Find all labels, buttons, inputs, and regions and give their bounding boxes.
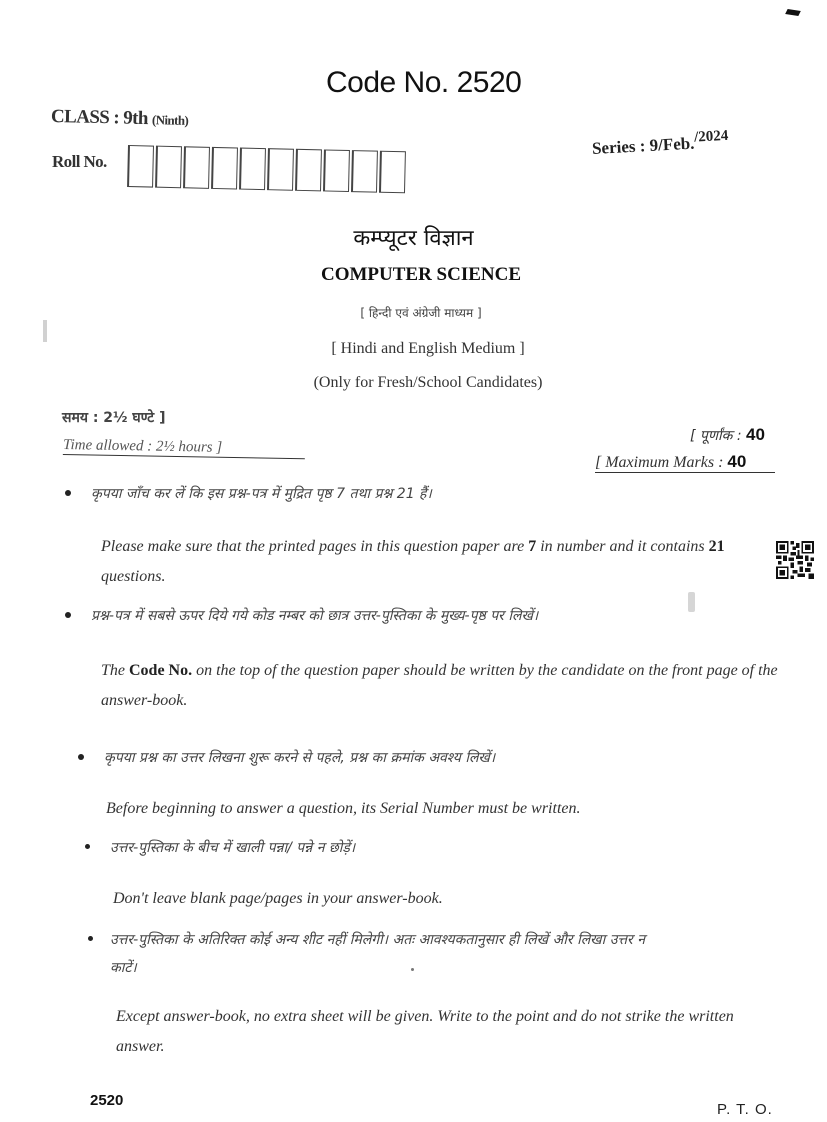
roll-number-box[interactable] [351,150,378,193]
instruction-text: questions. [101,568,166,585]
instruction-english [101,532,781,592]
medium-english: [ Hindi and English Medium ] [331,340,525,357]
roll-number-box[interactable] [379,151,406,194]
max-marks-english [595,452,775,473]
class-value: CLASS : 9th [50,106,149,130]
code-number: Code No. 2520 [326,66,522,99]
series-text: Series : 9/Feb. [591,133,695,158]
candidate-type: (Only for Fresh/School Candidates) [313,374,543,391]
scan-mark [785,9,801,16]
roll-number-box[interactable] [155,146,182,189]
instruction-text: on the top of the question paper should be written by the candidate on the front page of the answer-book. [101,662,778,709]
instruction-text: Please make sure that the printed pages in this question paper are [101,538,529,555]
time-allowed-hindi: समय : 2½ घण्टे ] [62,410,166,426]
max-marks-english-label: [ Maximum Marks : [595,454,724,471]
roll-number-box[interactable] [183,146,210,189]
max-marks-hindi [690,425,765,445]
instruction-item [78,748,798,828]
class-label [51,106,189,131]
roll-number-box[interactable] [127,145,154,188]
instruction-hindi: उत्तर-पुस्तिका के अतिरिक्त कोई अन्य शीट नहीं मिलेगी। अतः आवश्यकतानुसार ही लिखें और लिखा उत्तर न [110,932,646,948]
instruction-emphasis: 7 [528,538,537,555]
roll-number-box[interactable] [211,147,238,190]
instruction-text: The [101,662,129,679]
instruction-hindi: कृपया प्रश्न का उत्तर लिखना शुरू करने से पहले, प्रश्न का क्रमांक अवश्य लिखें। [104,750,496,766]
bullet-icon [65,490,71,496]
instruction-english: Don't leave blank page/pages in your answer-book. [113,890,443,907]
bullet-icon [78,754,84,760]
please-turn-over: P. T. O. [717,1101,773,1118]
max-marks-english-value: 40 [727,452,747,471]
roll-number-box[interactable] [267,148,294,191]
scan-smudge [43,320,47,342]
subject-title-hindi: कम्प्यूटर विज्ञान [353,226,474,251]
roll-number-box[interactable] [239,148,266,191]
roll-number-box[interactable] [323,149,350,192]
instruction-item [65,484,785,584]
instruction-hindi-continued: काटें। [110,960,137,976]
series-year: /2024 [693,127,729,146]
bullet-icon [88,936,93,941]
series-label [591,128,729,159]
qr-code-icon [775,541,815,579]
instruction-item [85,838,805,918]
instruction-emphasis: Code No. [129,662,193,679]
instruction-hindi: कृपया जाँच कर लें कि इस प्रश्न-पत्र में मुद्रित पृष्ठ 7 तथा प्रश्न 21 हैं। [91,486,432,502]
footer-code-number: 2520 [90,1092,124,1109]
time-allowed-english: Time allowed : 2½ hours ] [63,437,305,459]
instruction-english: Except answer-book, no extra sheet will be given. Write to the point and do not strike the written answer. [116,1008,734,1055]
instruction-text: in number and it contains [536,538,709,555]
roll-number-label: Roll No. [52,152,107,171]
bullet-icon [65,612,71,618]
instruction-english: Before beginning to answer a question, its Serial Number must be written. [106,800,581,817]
roll-number-box[interactable] [295,149,322,192]
medium-hindi: [ हिन्दी एवं अंग्रेजी माध्यम ] [360,306,482,320]
instruction-hindi: उत्तर-पुस्तिका के बीच में खाली पन्ना/ पन्ने न छोड़ें। [110,840,356,856]
max-marks-hindi-value: 40 [745,425,765,444]
instruction-item [65,606,785,716]
max-marks-hindi-label: [ पूर्णांक : [690,428,742,444]
instruction-english [101,656,801,716]
roll-number-grid[interactable] [127,145,408,193]
bullet-icon [85,844,90,849]
instruction-emphasis: 21 [708,538,725,555]
subject-title-english: COMPUTER SCIENCE [320,264,522,285]
instruction-hindi: प्रश्न-पत्र में सबसे ऊपर दिये गये कोड नम्बर को छात्र उत्तर-पुस्तिका के मुख्य-पृष्ठ पर लिखें। [91,608,539,624]
instruction-item [88,930,788,1060]
class-sub: (Ninth) [151,112,189,128]
